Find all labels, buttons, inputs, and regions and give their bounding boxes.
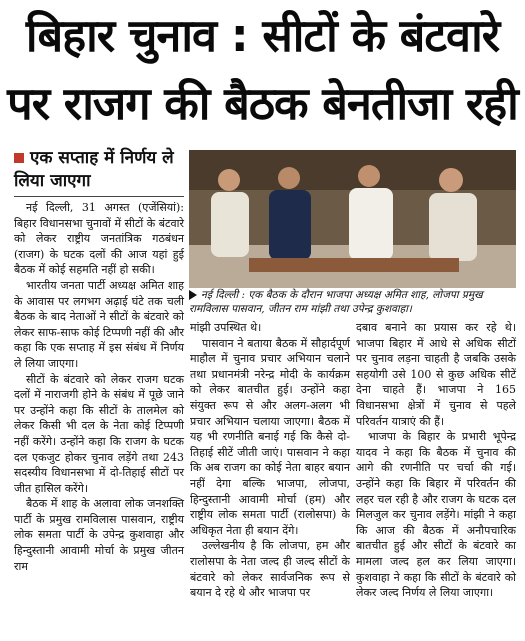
paragraph: दबाव बनाने का प्रयास कर रहे थे। भाजपा बिहार में आधे से अधिक सीटों पर चुनाव लड़ना चाहती है जबकि उसके सहयोगी उसे 100 से कुछ अधिक सीटें देना चाहते हैं। भाजपा ने 165 विधानसभा क्षेत्रों में चुनाव से पहले परिवर्तन यात्राएं की हैं। <box>356 321 516 428</box>
paragraph: बैठक में शाह के अलावा लोक जनशक्ति पार्टी के प्रमुख रामविलास पासवान, राष्ट्रीय लोक समता पार्टी के उपेन्द्र कुशवाहा और हिन्दुस्तानी आवामी मोर्चा के प्रमुख जीतन राम <box>14 497 184 573</box>
subheadline <box>14 147 182 193</box>
divider <box>14 196 184 197</box>
article-column-3 <box>356 320 516 601</box>
article-column-2 <box>190 320 350 601</box>
triangle-bullet-icon <box>189 290 197 300</box>
article-column-1 <box>14 200 184 574</box>
photo-caption-text: नई दिल्ली : एक बैठक के दौरान भाजपा अध्यक्ष अमित शाह, लोजपा प्रमुख रामविलास पासवान, जीतन राम मांझी तथा उपेन्द्र कुशवाहा। <box>189 289 483 315</box>
headline-line-2: पर राजग की बैठक बेनतीजा रही <box>7 77 518 130</box>
paragraph: उल्लेखनीय है कि लोजपा, हम और रालोसपा के नेता जल्द ही जल्द सीटों के बंटवारे को लेकर सार्वजनिक रूप से बयान दे रहे थे और भाजपा पर <box>190 539 350 600</box>
paragraph: सीटों के बंटवारे को लेकर राजग घटक दलों में नाराजगी होने के संबंध में पूछे जाने पर उन्होंने कहा कि सीटों के तालमेल को लेकर किसी भी दल के नेता कोई टिप्पणी नहीं करेंगे। उन्होंने कहा कि राजग के घटक दल एकजुट होकर चुनाव लड़ेंगे तथा 243 सदस्यीय विधानसभा में दो-तिहाई सीटों पर जीत हासिल करेंगे। <box>14 372 184 495</box>
paragraph: भारतीय जनता पार्टी अध्यक्ष अमित शाह के आवास पर लगभग अढ़ाई घंटे तक चली बैठक के बाद नेताओं ने सीटों के बंटवारे को लेकर साफ-साफ कोई टिप्पणी नहीं की और कहा कि एक सप्ताह में इस संबंध में निर्णय ले लिया जाएगा। <box>14 278 185 370</box>
paragraph: नई दिल्ली, 31 अगस्त (एजेंसियां): बिहार विधानसभा चुनावों में सीटों के बंटवारे को लेकर राष्ट्रीय जनतांत्रिक गठबंधन (राजग) के घटक दलों की आज यहां हुई बैठक में कोई सहमति नहीं हो सकी। <box>14 201 184 277</box>
paragraph: भाजपा के बिहार के प्रभारी भूपेन्द्र यादव ने कहा कि बैठक में चुनाव की आगे की रणनीति पर चर्चा की गई। उन्होंने कहा कि बिहार में परिवर्तन की लहर चल रही है और राजग के घटक दल मिलजुल कर चुनाव लड़ेंगे। मांझी ने कहा कि आज की बैठक में अनौपचारिक बातचीत हुई और सीटों के बंटवारे का मामला जल्द हल कर लिया जाएगा। कुशवाहा ने कहा कि सीटों के बंटवारे को लेकर जल्द निर्णय ले लिया जाएगा। <box>356 430 516 600</box>
paragraph: मांझी उपस्थित थे। <box>190 321 262 334</box>
subheadline-text: एक सप्ताह में निर्णय ले लिया जाएगा <box>14 148 174 191</box>
photo-caption <box>189 289 516 317</box>
headline <box>0 2 525 138</box>
headline-line-1: बिहार चुनाव : सीटों के बंटवारे <box>25 9 500 62</box>
square-bullet-icon <box>14 153 24 163</box>
news-photo <box>189 150 516 288</box>
paragraph: पासवान ने बताया बैठक में सौहार्दपूर्ण माहौल में चुनाव प्रचार अभियान चलाने तथा प्रधानमंत्री नरेन्द्र मोदी के कार्यक्रम को लेकर बातचीत हुई। उन्होंने कहा संयुक्त रूप से और अलग-अलग भी प्रचार अभियान चलाया जाएगा। बैठक में यह भी रणनीति बनाई गई कि कैसे दो-तिहाई सीटें जीती जाएं। पासवान ने कहा कि अब राजग का कोई नेता बाहर बयान नहीं देगा बल्कि भाजपा, लोजपा, हिन्दुस्तानी आवामी मोर्चा (हम) और राष्ट्रीय लोक समता पार्टी (रालोसपा) के अधिकृत नेता ही बयान देंगे। <box>190 336 350 537</box>
